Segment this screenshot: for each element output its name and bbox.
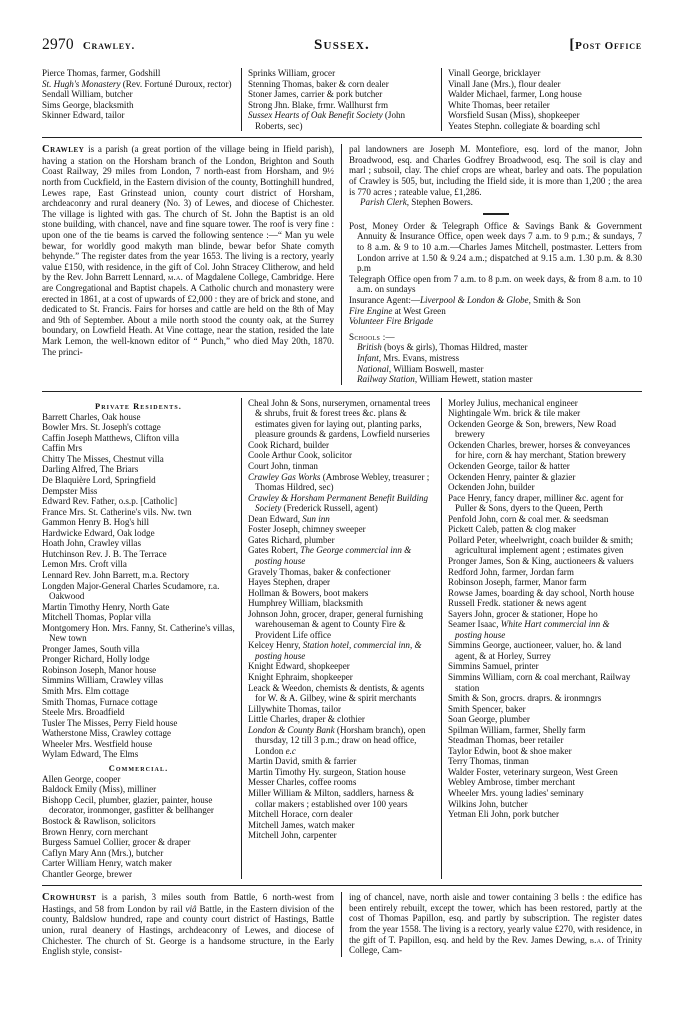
directory-entry: Stenning Thomas, baker & corn dealer bbox=[248, 78, 389, 89]
directory-entry: Simmins George, auctioneer, valuer, ho. & land agent, & at Horley, Surrey bbox=[448, 640, 622, 661]
directory-entry: Bostock & Rawlison, solicitors bbox=[42, 815, 156, 826]
directory-entry: Webley Ambrose, timber merchant bbox=[448, 777, 576, 788]
directory-entry: Tusler The Misses, Perry Field house bbox=[42, 717, 178, 728]
directory-entry: Wheeler Mrs. Westfield house bbox=[42, 738, 153, 749]
running-head-section-label: Post Office bbox=[575, 40, 642, 52]
directory-entry: Court John, tinman bbox=[248, 461, 318, 472]
directory-entry: Vinall Jane (Mrs.), flour dealer bbox=[448, 78, 561, 89]
directory-entry: Ockenden Henry, painter & glazier bbox=[448, 471, 576, 482]
directory-entry: Simmins Samuel, printer bbox=[448, 661, 539, 672]
directory-entry: Yetman Eli John, pork butcher bbox=[448, 809, 559, 820]
top-listing-column-1 bbox=[42, 68, 242, 131]
open-bracket: [ bbox=[569, 37, 576, 53]
directory-entry: Smith & Son, grocrs. draprs. & ironmngrs bbox=[448, 693, 602, 704]
crowhurst-description-text: is a parish, 3 miles south from Battle, 6 north-west from Hastings, and 58 from London by rail viâ Battle, in the Eastern division of the county, Baldslow hundred, rape and county court district of Hastings, Battle union, rural deanery of Hastings, archdeaconry of Lewes, and diocese of Chichester. The church of St. George is a handsome structure, in the Early English style, consist- bbox=[42, 892, 334, 957]
directory-entry: Dean Edward, Sun inn bbox=[248, 513, 330, 524]
directory-entry: Terry Thomas, tinman bbox=[448, 756, 529, 767]
directory-entry: Wheeler Mrs. young ladies' seminary bbox=[448, 787, 584, 798]
directory-entry: Longden Major-General Charles Scudamore, r.a. Oakwood bbox=[42, 580, 220, 602]
directory-entry: Chitty The Misses, Chestnut villa bbox=[42, 453, 164, 464]
crawley-description-left bbox=[42, 144, 342, 384]
directory-entry: Darling Alfred, The Briars bbox=[42, 464, 139, 475]
directory-entry: Sussex Hearts of Oak Benefit Society (John Roberts, sec) bbox=[248, 110, 406, 131]
directory-entry: Wylam Edward, The Elms bbox=[42, 749, 139, 760]
directory-entry: Sayers John, grocer & stationer, Hope ho bbox=[448, 608, 598, 619]
directory-entry: De Blaquière Lord, Springfield bbox=[42, 475, 156, 486]
crawley-landowners-text: pal landowners are Joseph M. Montefiore, esq. lord of the manor, John Broadwood, esq. and Charles Godfrey Broadwood, esq. The soil is clay and marl ; subsoil, clay. The chief crops are wheat, barley and oats. The population of Crawley is 505, but, including the Ifield side, it is more than 1,200 ; the area is 770 acres ; rateable value, £1,286. bbox=[349, 144, 642, 197]
directory-entry: Infant, Mrs. Evans, mistress bbox=[357, 352, 460, 363]
directory-entry: Ockenden George, tailor & hatter bbox=[448, 461, 570, 472]
directory-entry: Knight Ephraim, shopkeeper bbox=[248, 671, 353, 682]
directory-entry: Baldock Emily (Miss), milliner bbox=[42, 784, 157, 795]
directory-entry: Gammon Henry B. Hog's hill bbox=[42, 517, 149, 528]
directory-entry: Yeates Stephn. collegiate & boarding schl bbox=[448, 120, 601, 131]
directory-entry: Miller William & Milton, saddlers, harness & collar makers ; established over 100 years bbox=[248, 787, 415, 809]
insurance-agent-entry: Insurance Agent:—Liverpool & London & Globe, Smith & Son bbox=[349, 295, 581, 305]
directory-entry: Vinall George, bricklayer bbox=[448, 68, 541, 78]
directory-entry: Martin Timothy Henry, North Gate bbox=[42, 601, 170, 612]
directory-entry: Spilman William, farmer, Shelly farm bbox=[448, 724, 586, 735]
directory-entry: Mitchell Horace, corn dealer bbox=[248, 809, 353, 820]
top-continued-listing bbox=[42, 68, 642, 131]
directory-entry: Cook Richard, builder bbox=[248, 439, 330, 450]
directory-entry: Steadman Thomas, beer retailer bbox=[448, 735, 564, 746]
directory-entry: Hardwicke Edward, Oak lodge bbox=[42, 527, 155, 538]
directory-entry: Pronger James, South villa bbox=[42, 643, 140, 654]
telegraph-office-entry: Telegraph Office open from 7 a.m. to 8 p.m. on week days, & from 8 a.m. to 10 a.m. on sundays bbox=[349, 273, 642, 295]
directory-entry: Sims George, blacksmith bbox=[42, 99, 134, 110]
directory-entry: Caffin Joseph Matthews, Clifton villa bbox=[42, 432, 179, 443]
schools-heading: Schools :— bbox=[349, 331, 395, 342]
listing-column-2 bbox=[242, 398, 442, 880]
directory-entry: Humphrey William, blacksmith bbox=[248, 598, 363, 609]
crawley-description-right bbox=[342, 144, 642, 384]
directory-entry: Mitchell John, carpenter bbox=[248, 830, 337, 841]
directory-entry: Hollman & Bowers, boot makers bbox=[248, 587, 369, 598]
directory-entry: Coole Arthur Cook, solicitor bbox=[248, 450, 353, 461]
directory-entry: Little Charles, draper & clothier bbox=[248, 714, 365, 725]
directory-entry: Foster Joseph, chimney sweeper bbox=[248, 524, 366, 535]
schools-list bbox=[349, 342, 642, 384]
directory-entry: Morley Julius, mechanical engineer bbox=[448, 397, 578, 408]
directory-entry: Taylor Edwin, boot & shoe maker bbox=[448, 745, 572, 756]
running-head-county: Sussex. bbox=[314, 37, 370, 53]
listing-column-1 bbox=[42, 398, 242, 880]
directory-listings bbox=[42, 398, 642, 880]
directory-entry: Lemon Mrs. Croft villa bbox=[42, 559, 127, 570]
short-divider-rule bbox=[483, 213, 509, 215]
directory-entry: Rowse James, boarding & day school, North house bbox=[448, 587, 635, 598]
crowhurst-church-text: ing of chancel, nave, north aisle and tower containing 3 bells : the edifice has been entirely rebuilt, except the tower, which has been restored, partly at the cost of Thomas Papillon, esq. and partly by subscription. The register dates from the year 1558. The living is a rectory, yearly value £270, with residence, in the gift of T. Papillon, esq. and held by the Rev. James Dewing, b.a. of Trinity College, Cam- bbox=[349, 892, 642, 956]
directory-entry: Pace Henry, fancy draper, milliner &c. agent for Puller & Sons, dyers to the Queen, Perth bbox=[448, 492, 624, 514]
directory-entry: Hayes Stephen, draper bbox=[248, 577, 331, 588]
directory-entry: Strong Jhn. Blake, frmr. Wallhurst frm bbox=[248, 99, 389, 110]
section-divider-rule-2 bbox=[42, 391, 642, 392]
listing-column-3 bbox=[442, 398, 642, 880]
directory-entry: Stoner James, carrier & pork butcher bbox=[248, 89, 383, 100]
directory-entry: Penfold John, corn & coal mer. & seedsman bbox=[448, 513, 609, 524]
directory-entry: Gravely Thomas, baker & confectioner bbox=[248, 566, 391, 577]
directory-entry: Watherstone Miss, Crawley cottage bbox=[42, 728, 172, 739]
directory-entry: Railway Station, William Hewett, station master bbox=[357, 374, 533, 385]
directory-entry: Ockenden Charles, brewer, horses & conveyances for hire, corn & hay merchant, Station brewery bbox=[448, 439, 631, 461]
directory-entry: Smith Spencer, baker bbox=[448, 703, 526, 714]
directory-entry: Gates Richard, plumber bbox=[248, 534, 335, 545]
commercial-heading: Commercial. bbox=[108, 763, 169, 773]
directory-entry: Hutchinson Rev. J. B. The Terrace bbox=[42, 548, 167, 559]
directory-entry: Dempster Miss bbox=[42, 485, 98, 496]
running-head-left bbox=[42, 36, 242, 54]
directory-entry: Hoath John, Crawley villas bbox=[42, 538, 142, 549]
directory-entry: Redford John, farmer, Jordan farm bbox=[448, 566, 574, 577]
directory-entry: Pronger James, Son & King, auctioneers & valuers bbox=[448, 555, 634, 566]
directory-entry: Seamer Isaac, White Hart commercial inn & posting house bbox=[448, 619, 610, 640]
directory-entry: France Mrs. St. Catherine's vils. Nw. twn bbox=[42, 506, 192, 517]
directory-entry: Mitchell Thomas, Poplar villa bbox=[42, 612, 151, 623]
directory-entry: Caffin Mrs bbox=[42, 443, 82, 454]
directory-entry: Walder Foster, veterinary surgeon, West Green bbox=[448, 766, 618, 777]
volunteer-fire-brigade-entry: Volunteer Fire Brigade bbox=[349, 316, 434, 327]
directory-entry: Robinson Joseph, farmer, Manor farm bbox=[448, 577, 587, 588]
directory-entry: Nightingale Wm. brick & tile maker bbox=[448, 408, 581, 419]
running-head bbox=[42, 36, 642, 62]
directory-entry: Johnson John, grocer, draper, general furnishing warehouseman & agent to County Fire & Provident Life office bbox=[248, 608, 424, 640]
directory-entry: Caflyn Mary Ann (Mrs.), butcher bbox=[42, 847, 164, 858]
directory-entry: Sprinks William, grocer bbox=[248, 68, 336, 78]
directory-entry: Skinner Edward, tailor bbox=[42, 110, 125, 121]
fire-engine-entry: Fire Engine at West Green bbox=[349, 305, 446, 316]
crawley-headword: Crawley bbox=[42, 144, 85, 156]
directory-entry: Pollard Peter, wheelwright, coach builder & smith; agricultural implement agent ; estimates given bbox=[448, 534, 634, 556]
commercial-list-part-3 bbox=[448, 398, 635, 820]
directory-entry: Knight Edward, shopkeeper bbox=[248, 661, 350, 672]
directory-entry: Carter William Henry, watch maker bbox=[42, 858, 172, 869]
directory-entry: Leack & Weedon, chemists & dentists, & agents for W. & A. Gilbey, wine & spirit merchants bbox=[248, 682, 425, 704]
directory-entry: Worsfield Susan (Miss), shopkeeper bbox=[448, 110, 580, 121]
directory-entry: Robinson Joseph, Manor house bbox=[42, 664, 157, 675]
section-divider-rule bbox=[42, 137, 642, 138]
directory-entry: London & County Bank (Horsham branch), open thursday, 12 till 3 p.m.; draw on head office, London e.c bbox=[248, 724, 426, 756]
post-office-entry: Post, Money Order & Telegraph Office & Savings Bank & Government Annuity & Insurance Office, open week days 7 a.m. to 9 p.m.; & sundays, 7 to 8 a.m. & 9 to 10 a.m.—Charles James Mitchell, postmaster. Letters from London arrive at 1.50 & 9.24 a.m.; dispatched at 9.15 a.m. 1.30 p.m. & 8.30 p.m bbox=[349, 220, 642, 274]
directory-entry: Edward Rev. Father, o.s.p. [Catholic] bbox=[42, 496, 178, 507]
top-listing-column-2 bbox=[242, 68, 442, 131]
directory-entry: Martin Timothy Hy. surgeon, Station house bbox=[248, 766, 406, 777]
directory-entry: Wilkins John, butcher bbox=[448, 798, 528, 809]
private-residents-heading: Private Residents. bbox=[95, 401, 182, 411]
directory-entry: Brown Henry, corn merchant bbox=[42, 826, 148, 837]
crowhurst-headword: Crowhurst bbox=[42, 892, 97, 904]
directory-entry: Ockenden George & Son, brewers, New Road brewery bbox=[448, 418, 617, 440]
running-head-place: Crawley. bbox=[82, 40, 136, 52]
top-listing-column-3 bbox=[442, 68, 642, 131]
directory-entry: Cheal John & Sons, nurserymen, ornamental trees & shrubs, fruit & forest trees &c. plans & estimates given for laying out, planting parks, pleasure grounds & gardens, Lowfield nurseries bbox=[248, 397, 431, 440]
directory-entry: Messer Charles, coffee rooms bbox=[248, 777, 357, 788]
directory-entry: Soan George, plumber bbox=[448, 714, 530, 725]
directory-entry: Pronger Richard, Holly lodge bbox=[42, 654, 150, 665]
directory-entry: Martin David, smith & farrier bbox=[248, 756, 357, 767]
crowhurst-description-left bbox=[42, 892, 342, 957]
private-residents-list bbox=[42, 412, 235, 760]
commercial-list-part-2 bbox=[248, 398, 435, 841]
crawley-description-text: is a parish (a great portion of the village being in Ifield parish), having a station on the Horsham branch of the London, Brighton and South Coast Railway, 29 miles from London, 7 north-east from Horsham, and 9½ north from Cuckfield, in the Eastern division of the county, Bottinghill hundred, Lewes rape, East Grinstead union, county court district of Horsham, archdeaconry and rural deanery (No. 3) of Lewes, and diocese of Chichester. The village is lighted with gas. The church of St. John the Baptist is an old stone building, with chancel, nave and fine square tower. The roof is very fine : upon one of the tie beams is carved the following sentence :—“ Man yu wele bewar, for worldly good makyth man blinde, bewar befor Shate comyth behynde.” The register dates from the year 1653. The living is a rectory, yearly value £150, with residence, in the gift of Col. John Stracey Clitherow, and held by the Rev. John Barrett Lennard, m.a. of Magdalene College, Cambridge. Here are Congregational and Baptist chapels. A Catholic church and monastery were erected in 1861, at a cost of upwards of £2,000 : they are of brick and stone, and dedicated to St. Francis. Fairs for horses and cattle are held on the 8th of May and 9th of September. About a mile north stood the county oak, at the Surrey boundary, on Lowfield Heath. At Vine cottage, near the station, resided the late Mark Lemon, the well-known editor of “ Punch,” who died May 20th, 1870. The princi- bbox=[42, 144, 335, 357]
parish-clerk-line: Parish Clerk, Stephen Bowers. bbox=[360, 197, 473, 208]
directory-entry: Steele Mrs. Broadfield bbox=[42, 707, 125, 718]
directory-entry: Burgess Samuel Collier, grocer & draper bbox=[42, 837, 191, 848]
directory-entry: National, William Boswell, master bbox=[357, 363, 484, 374]
directory-entry: Simmins William, corn & coal merchant, Railway station bbox=[448, 671, 631, 693]
directory-entry: Gates Robert, The George commercial inn & posting house bbox=[248, 545, 412, 566]
directory-entry: Barrett Charles, Oak house bbox=[42, 411, 141, 422]
directory-entry: Chantler George, brewer bbox=[42, 868, 132, 879]
directory-entry: St. Hugh's Monastery (Rev. Fortuné Duroux, rector) bbox=[42, 78, 232, 89]
directory-entry: Russell Fredk. stationer & news agent bbox=[448, 598, 587, 609]
directory-entry: Pickett Caleb, patten & clog maker bbox=[448, 524, 576, 535]
directory-entry: Simmins William, Crawley villas bbox=[42, 675, 164, 686]
directory-entry: Crawley Gas Works (Ambrose Webley, treasurer ; Thomas Hildred, sec) bbox=[248, 471, 430, 493]
directory-entry: Lillywhite Thomas, tailor bbox=[248, 703, 342, 714]
directory-entry: Kelcey Henry, Station hotel, commercial inn, & posting house bbox=[248, 640, 422, 661]
directory-entry: White Thomas, beer retailer bbox=[448, 99, 550, 110]
directory-entry: Smith Mrs. Elm cottage bbox=[42, 685, 129, 696]
directory-entry: Bishopp Cecil, plumber, glazier, painter, house decorator, ironmonger, gasfitter & bellhanger bbox=[42, 794, 214, 816]
directory-entry: Sendall William, butcher bbox=[42, 89, 133, 100]
running-head-section bbox=[442, 37, 642, 54]
section-divider-rule-3 bbox=[42, 885, 642, 886]
commercial-list-part-1 bbox=[42, 774, 235, 879]
directory-entry: British (boys & girls), Thomas Hildred, master bbox=[357, 342, 528, 353]
crowhurst-description-right bbox=[342, 892, 642, 957]
directory-entry: Allen George, cooper bbox=[42, 773, 121, 784]
directory-entry: Bowler Mrs. St. Joseph's cottage bbox=[42, 422, 161, 433]
directory-entry: Montgomery Hon. Mrs. Fanny, St. Catherine's villas, New town bbox=[42, 622, 235, 644]
crawley-article bbox=[42, 144, 642, 384]
directory-entry: Smith Thomas, Furnace cottage bbox=[42, 696, 158, 707]
directory-entry: Ockenden John, builder bbox=[448, 482, 535, 493]
directory-entry: Mitchell James, watch maker bbox=[248, 819, 355, 830]
directory-page bbox=[42, 36, 642, 957]
crawley-description-paragraph bbox=[42, 144, 334, 357]
directory-entry: Lennard Rev. John Barrett, m.a. Rectory bbox=[42, 569, 190, 580]
directory-entry: Pierce Thomas, farmer, Godshill bbox=[42, 68, 161, 78]
directory-entry: Walder Michael, farmer, Long house bbox=[448, 89, 582, 100]
crowhurst-article bbox=[42, 892, 642, 957]
page-folio-number: 2970 bbox=[42, 36, 74, 53]
crowhurst-description-paragraph bbox=[42, 892, 334, 957]
directory-entry: Crawley & Horsham Permanent Benefit Building Society (Frederick Russell, agent) bbox=[248, 492, 429, 514]
